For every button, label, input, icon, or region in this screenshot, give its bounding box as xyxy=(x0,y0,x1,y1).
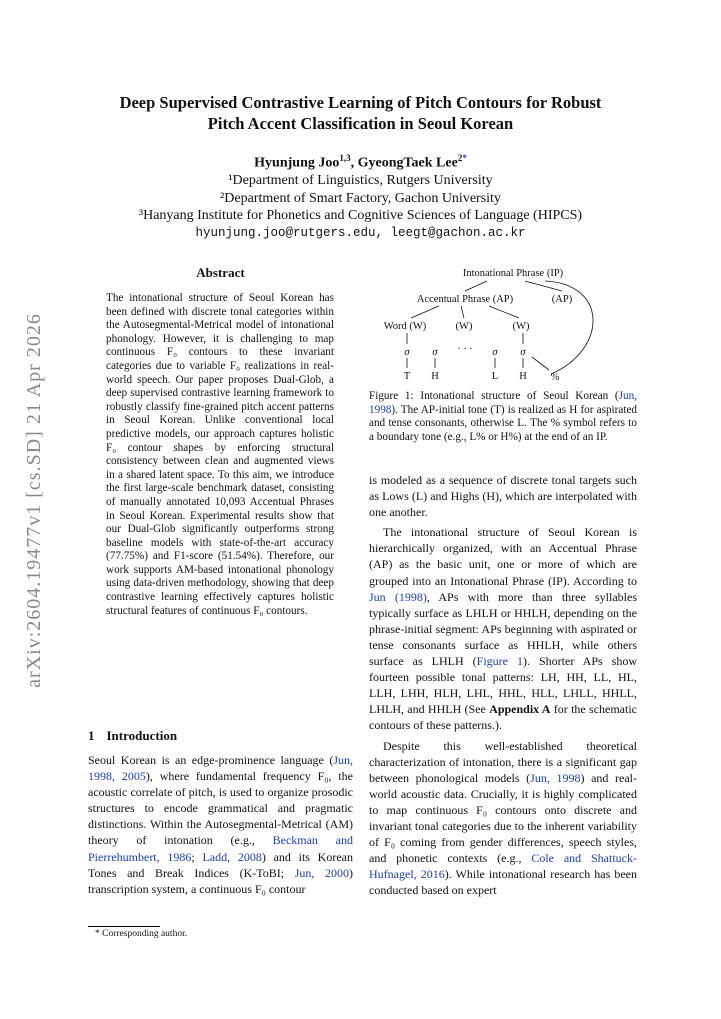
author-joo: Hyunjung Joo xyxy=(254,155,340,171)
citation-jun-1998-2005[interactable]: Jun, 1998, 2005 xyxy=(88,753,353,784)
syllable-4: σ xyxy=(520,347,526,358)
title-line-2: Pitch Accent Classification in Seoul Korean xyxy=(207,114,514,133)
author-lee-affil xyxy=(458,153,467,163)
paper-title xyxy=(70,92,651,134)
intro-paragraph xyxy=(88,752,353,897)
p3-text-3: ). While intonational research has been conducted based on expert xyxy=(369,867,637,898)
citation-jun-1998-c[interactable]: Jun, 1998 xyxy=(530,770,581,785)
author-emails: hyunjung.joo@rutgers.edu, leegt@gachon.ac.kr xyxy=(195,225,526,240)
abstract-heading: Abstract xyxy=(196,265,245,280)
p2-text-1: The intonational structure of Seoul Korean is hierarchically organized, with an Accentual Phrase (AP) as the basic unit, one or more of which are grouped into an Intonational Phrase (IP). According to xyxy=(369,525,637,588)
right-column-body xyxy=(369,472,637,898)
author-lee: GyeongTaek Lee xyxy=(357,155,458,171)
author-block xyxy=(70,150,651,242)
citation-beckman-pierrehumbert[interactable]: Beckman and Pierrehumbert, 1986 xyxy=(88,833,353,864)
abstract-text: The intonational structure of Seoul Korean has been defined with discrete tonal categories within the Autosegmental-Metrical model of intonational phonology. However, it is challenging to map continuous F₀ contours to these invariant categories due to variable F₀ realizations in real-world speech. Our paper proposes Dual-Glob, a deep supervised contrastive learning framework to robustly classify fine-grained pitch accent patterns in Seoul Korean. Unlike conventional local predictive models, our approach captures holistic F₀ contour shapes by enforcing structural consistency between clean and augmented views in a shared latent space. To this aim, we introduce the first large-scale benchmark dataset, consisting of manually annotated 10,093 Accentual Phrases in Seoul Korean. Experimental results show that our Dual-Glob significantly outperforms strong baseline models with state-of-the-art accuracy (77.75%) and F1-score (51.54%). Therefore, our work supports AM-based intonational phonology using data-driven methodology, showing that deep contrastive learning effectively captures holistic structural features of continuous F₀ contours. xyxy=(106,292,334,617)
p2-text-2: , APs with more than three syllables typically surface as LHLH or HHLH, depending on the phrase-initial segment: APs beginning with aspirated or tense consonants surface as HHLH, while others surface as LHLH ( xyxy=(369,589,637,669)
footnote-rule xyxy=(88,926,160,927)
citation-cole-shattuck-hufnagel[interactable]: Cole and Shattuck-Hufnagel, 2016 xyxy=(369,851,637,882)
affiliation-2: ²Department of Smart Factory, Gachon University xyxy=(220,190,501,206)
author-separator: , xyxy=(350,155,358,171)
citation-ladd-2008[interactable]: Ladd, 2008 xyxy=(202,849,262,864)
tone-l: L xyxy=(491,371,499,382)
tone-h-initial: H xyxy=(431,371,439,382)
ap2-node-label: (AP) xyxy=(551,294,573,305)
figure-1-caption xyxy=(369,390,637,444)
right-paragraph-2 xyxy=(369,524,637,733)
figure-1-reference[interactable]: Figure 1 xyxy=(476,654,523,669)
intro-text-5: ) transcription system, a continuous F₀ contour xyxy=(88,865,353,896)
syllable-2: σ xyxy=(432,347,438,358)
word2-node-label: (W) xyxy=(455,321,473,332)
ip-node-label: Intonational Phrase (IP) xyxy=(462,268,564,279)
syllable-ellipsis: · · · xyxy=(457,344,473,355)
title-line-1: Deep Supervised Contrastive Learning of Pitch Contours for Robust xyxy=(119,93,602,112)
tone-t: T xyxy=(403,371,411,382)
right-paragraph-3 xyxy=(369,738,637,899)
intro-text-2: ), where fundamental frequency F₀, the acoustic correlate of pitch, is used to organize prosodic structures to encode grammatical and pragmatic distinctions. Within the Autosegmental-Metrical (AM) theory of intonation (e.g., xyxy=(88,769,353,848)
arxiv-sidebar xyxy=(14,300,54,700)
appendix-a-reference[interactable]: Appendix A xyxy=(489,702,551,717)
word-node-label: Word (W) xyxy=(383,321,427,332)
figure-1-prosodic-tree xyxy=(369,262,637,387)
p3-text-1: Despite this well-established theoretical characterization of intonation, there is a significant gap between phonological models ( xyxy=(369,738,637,785)
syllable-1: σ xyxy=(404,347,410,358)
tone-h-final: H xyxy=(519,371,527,382)
section-heading-introduction xyxy=(88,728,177,744)
arxiv-identifier: arXiv:2604.19477v1 [cs.SD] 21 Apr 2026 xyxy=(22,312,45,688)
caption-citation-jun-1998[interactable]: Jun, 1998 xyxy=(369,390,637,416)
intro-text-1: Seoul Korean is an edge-prominence language ( xyxy=(88,753,334,767)
footnote-corresponding: * Corresponding author. xyxy=(95,929,188,939)
author-joo-affil: 1,3 xyxy=(339,153,351,163)
section-title: Introduction xyxy=(106,728,178,743)
right-paragraph-1: is modeled as a sequence of discrete tonal targets such as Lows (L) and Highs (H), which are interpolated with one another. xyxy=(369,473,637,520)
p2-text-4: for the schematic contours of these patterns.). xyxy=(369,702,637,733)
caption-text-2: ). The AP-initial tone (T) is realized as H for aspirated and tense consonants, otherwise L. The % symbol refers to a boundary tone (e.g., L% or H%) at the end of an IP. xyxy=(369,403,637,443)
section-number: 1 xyxy=(88,728,95,743)
p3-text-2: ) and real-world acoustic data. Crucially, it is highly complicated to map continuous F₀ contours onto discrete and invariant tonal categories due to the inherent variability of F₀ coming from gender differences, speech styles, and phonetic contexts (e.g., xyxy=(369,770,637,866)
corresponding-marker[interactable]: * xyxy=(462,153,467,163)
boundary-tone: % xyxy=(550,372,560,383)
caption-text-1: Figure 1: Intonational structure of Seoul Korean ( xyxy=(369,390,619,402)
ap-node-label: Accentual Phrase (AP) xyxy=(416,294,514,305)
intro-text-3: ; xyxy=(191,849,203,864)
author-names xyxy=(70,150,651,172)
p2-text-3: ). Shorter APs show fourteen possible tonal patterns: LH, HH, LL, HL, LLH, LHH, HLH, LHL, HHL, HLL, LHLL, HHLL, LHLH, and HHLH (See xyxy=(369,654,637,717)
citation-jun-2000[interactable]: Jun, 2000 xyxy=(294,865,349,880)
syllable-3: σ xyxy=(492,347,498,358)
affiliation-1: ¹Department of Linguistics, Rutgers University xyxy=(228,173,493,189)
author-lee-affil-num: 2 xyxy=(457,153,463,163)
word3-node-label: (W) xyxy=(512,321,530,332)
citation-jun-1998-b[interactable]: Jun (1998) xyxy=(369,589,427,604)
affiliation-3: ³Hanyang Institute for Phonetics and Cognitive Sciences of Language (HIPCS) xyxy=(138,208,583,224)
intro-text-4: ) and its Korean Tones and Break Indices (K-ToBI; xyxy=(88,849,353,880)
